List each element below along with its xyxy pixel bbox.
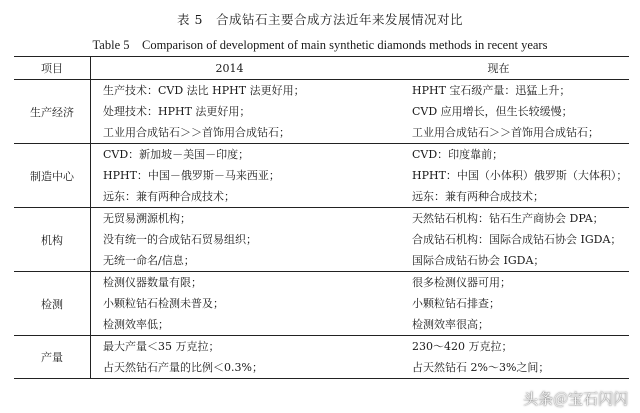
row-item-label: 机构 [14,208,91,272]
table-title-en: Table 5 Comparison of development of main synthetic diamonds methods in recent years [92,38,548,52]
table-row [14,336,629,379]
header-item: 项目 [14,57,91,80]
cell-now [368,80,629,144]
table-row [14,144,629,208]
cell-line: 无贸易溯源机构； [103,212,191,225]
cell-now [368,272,629,336]
cell-line: CVD：新加坡－美国－印度； [103,148,250,161]
toutiao-logo-icon [497,387,519,409]
table-header-row [14,57,629,80]
cell-2014 [91,80,369,144]
cell-2014 [91,208,369,272]
cell-line: CVD 应用增长，但生长较缓慢； [412,105,573,118]
cell-2014 [91,144,369,208]
row-item-label: 生产经济 [14,80,91,144]
cell-line: 无统一命名/信息； [103,254,195,267]
cell-line: 占天然钻石 2%～3%之间； [412,361,550,374]
cell-line: 没有统一的合成钻石贸易组织； [103,233,257,246]
row-item-label: 检测 [14,272,91,336]
cell-line: 230～420 万克拉； [412,340,513,353]
cell-now [368,144,629,208]
cell-line: 合成钻石机构：国际合成钻石协会 IGDA； [412,233,622,246]
cell-line: 国际合成钻石协会 IGDA； [412,254,545,267]
cell-line: 小颗粒钻石检测未普及； [103,297,224,310]
cell-line: 检测效率很高； [412,318,489,331]
cell-line: 占天然钻石产量的比例＜0.3%； [103,361,263,374]
header-now: 现在 [368,57,629,80]
header-2014: 2014 [91,57,369,80]
cell-line: 检测效率低； [103,318,169,331]
cell-line: 小颗粒钻石排查； [412,297,500,310]
cell-2014 [91,272,369,336]
cell-line: 很多检测仪器可用； [412,276,511,289]
cell-line: 生产技术：CVD 法比 HPHT 法更好用； [103,84,305,97]
cell-line: 最大产量＜35 万克拉； [103,340,220,353]
cell-line: 工业用合成钻石＞＞首饰用合成钻石； [103,126,290,139]
row-item-label: 产量 [14,336,91,379]
cell-line: 天然钻石机构：钻石生产商协会 DPA； [412,212,604,225]
cell-line: HPHT 宝石级产量：迅猛上升； [412,84,571,97]
table-title-cn: 表 5 合成钻石主要合成方法近年来发展情况对比 [177,12,463,27]
table-row [14,272,629,336]
cell-line: 远东：兼有两种合成技术； [103,190,235,203]
cell-now [368,208,629,272]
row-item-label: 制造中心 [14,144,91,208]
cell-line: 检测仪器数量有限； [103,276,202,289]
cell-line: HPHT：中国－俄罗斯－马来西亚； [103,169,280,182]
table-row [14,80,629,144]
cell-line: 处理技术：HPHT 法更好用； [103,105,251,118]
cell-2014 [91,336,369,379]
cell-line: CVD：印度靠前； [412,148,504,161]
cell-line: 远东：兼有两种合成技术； [412,190,544,203]
comparison-table [14,56,629,379]
cell-line: HPHT：中国（小体积）俄罗斯（大体积）； [412,169,628,182]
table-row [14,208,629,272]
watermark-text: 头条＠宝石闪闪 [522,389,628,408]
cell-now [368,336,629,379]
cell-line: 工业用合成钻石＞＞首饰用合成钻石； [412,126,599,139]
watermark [497,387,628,409]
